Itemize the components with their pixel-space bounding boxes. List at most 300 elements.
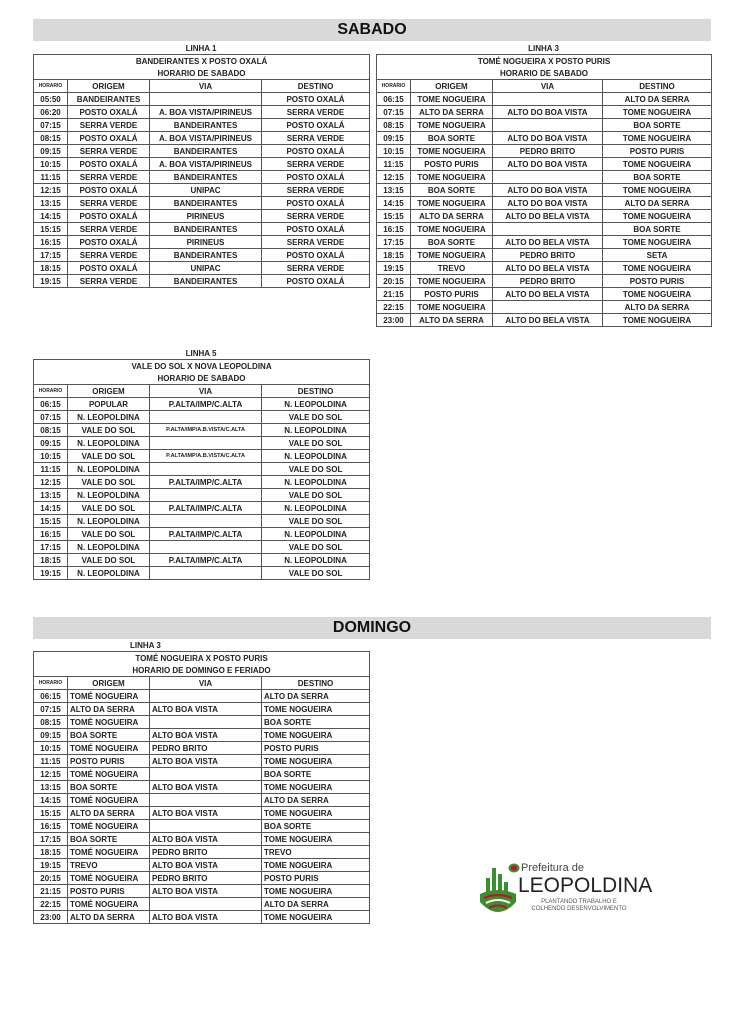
- via-cell: BANDEIRANTES: [150, 275, 262, 288]
- via-cell: A. BOA VISTA/PIRINEUS: [150, 106, 262, 119]
- origin-cell: TOMÉ NOGUEIRA: [68, 768, 150, 781]
- origin-cell: SERRA VERDE: [68, 145, 150, 158]
- via-cell: PEDRO BRITO: [493, 275, 603, 288]
- destination-cell: POSTO PURIS: [262, 872, 370, 885]
- origin-cell: BOA SORTE: [68, 833, 150, 846]
- destination-cell: TOME NOGUEIRA: [603, 106, 712, 119]
- origin-cell: POSTO PURIS: [411, 288, 493, 301]
- via-cell: UNIPAC: [150, 184, 262, 197]
- table-row: [34, 398, 370, 411]
- via-cell: [150, 93, 262, 106]
- origin-cell: TOMÉ NOGUEIRA: [68, 898, 150, 911]
- logo-slogan: [524, 899, 634, 913]
- via-cell: BANDEIRANTES: [150, 249, 262, 262]
- destination-cell: SERRA VERDE: [262, 132, 370, 145]
- origin-cell: TOMÉ NOGUEIRA: [68, 794, 150, 807]
- origin-cell: SERRA VERDE: [68, 171, 150, 184]
- destination-cell: SERRA VERDE: [262, 210, 370, 223]
- via-cell: PEDRO BRITO: [150, 846, 262, 859]
- destination-cell: SERRA VERDE: [262, 262, 370, 275]
- via-cell: [150, 463, 262, 476]
- time-cell: 10:15: [34, 158, 68, 171]
- via-cell: ALTO DO BOA VISTA: [493, 184, 603, 197]
- time-cell: 07:15: [377, 106, 411, 119]
- via-cell: ALTO DO BOA VISTA: [493, 197, 603, 210]
- destination-cell: N. LEOPOLDINA: [262, 554, 370, 567]
- via-cell: PEDRO BRITO: [493, 249, 603, 262]
- destination-cell: ALTO DA SERRA: [262, 898, 370, 911]
- table-row: [34, 794, 370, 807]
- time-cell: 12:15: [34, 476, 68, 489]
- schedule-table: [33, 54, 370, 288]
- time-cell: 15:15: [34, 807, 68, 820]
- destination-cell: VALE DO SOL: [262, 567, 370, 580]
- destination-cell: ALTO DA SERRA: [603, 93, 712, 106]
- table-row: [34, 502, 370, 515]
- time-cell: 19:15: [34, 567, 68, 580]
- linha-title: LINHA 1: [185, 44, 217, 53]
- via-cell: P.ALTA/IMP/C.ALTA: [150, 554, 262, 567]
- destination-cell: ALTO DA SERRA: [603, 301, 712, 314]
- origin-cell: ALTO DA SERRA: [411, 106, 493, 119]
- destination-cell: TOME NOGUEIRA: [603, 314, 712, 327]
- column-header-via: VIA: [150, 385, 262, 398]
- destination-cell: TOME NOGUEIRA: [262, 729, 370, 742]
- origin-cell: TOME NOGUEIRA: [411, 275, 493, 288]
- time-cell: 07:15: [34, 703, 68, 716]
- time-cell: 12:15: [377, 171, 411, 184]
- destination-cell: POSTO PURIS: [603, 275, 712, 288]
- time-cell: 12:15: [34, 184, 68, 197]
- table-row: [34, 690, 370, 703]
- table-row: [34, 742, 370, 755]
- column-header-destino: DESTINO: [262, 385, 370, 398]
- destination-cell: TOME NOGUEIRA: [603, 158, 712, 171]
- origin-cell: TOMÉ NOGUEIRA: [68, 872, 150, 885]
- table-row: [377, 236, 712, 249]
- via-cell: ALTO BOA VISTA: [150, 911, 262, 924]
- destination-cell: N. LEOPOLDINA: [262, 476, 370, 489]
- slogan-line-2: COLHENDO DESENVOLVIMENTO: [531, 906, 627, 912]
- column-header-via: VIA: [150, 80, 262, 93]
- table-row: [377, 158, 712, 171]
- destination-cell: POSTO OXALÁ: [262, 145, 370, 158]
- origin-cell: TOMÉ NOGUEIRA: [68, 742, 150, 755]
- time-cell: 18:15: [377, 249, 411, 262]
- origin-cell: ALTO DA SERRA: [68, 807, 150, 820]
- origin-cell: TOMÉ NOGUEIRA: [68, 690, 150, 703]
- origin-cell: POSTO OXALÁ: [68, 106, 150, 119]
- origin-cell: BOA SORTE: [411, 132, 493, 145]
- origin-cell: N. LEOPOLDINA: [68, 515, 150, 528]
- via-cell: [493, 119, 603, 132]
- via-cell: P.ALTA/IMP/A.B.VISTA/C.ALTA: [150, 424, 262, 437]
- table-row: [34, 885, 370, 898]
- via-cell: [493, 93, 603, 106]
- destination-cell: TOME NOGUEIRA: [603, 210, 712, 223]
- destination-cell: TOME NOGUEIRA: [603, 288, 712, 301]
- via-cell: A. BOA VISTA/PIRINEUS: [150, 132, 262, 145]
- destination-cell: TOME NOGUEIRA: [262, 755, 370, 768]
- origin-cell: TOME NOGUEIRA: [411, 197, 493, 210]
- origin-cell: TOME NOGUEIRA: [411, 301, 493, 314]
- destination-cell: N. LEOPOLDINA: [262, 424, 370, 437]
- origin-cell: N. LEOPOLDINA: [68, 437, 150, 450]
- origin-cell: SERRA VERDE: [68, 119, 150, 132]
- time-cell: 14:15: [34, 794, 68, 807]
- column-header-destino: DESTINO: [603, 80, 712, 93]
- table-row: [34, 197, 370, 210]
- column-header-via: VIA: [493, 80, 603, 93]
- time-cell: 17:15: [377, 236, 411, 249]
- destination-cell: N. LEOPOLDINA: [262, 502, 370, 515]
- destination-cell: POSTO OXALÁ: [262, 249, 370, 262]
- route-name: VALE DO SOL X NOVA LEOPOLDINA: [34, 360, 370, 373]
- table-row: [34, 716, 370, 729]
- destination-cell: BOA SORTE: [262, 768, 370, 781]
- column-header-origem: ORIGEM: [411, 80, 493, 93]
- table-row: [34, 807, 370, 820]
- via-cell: BANDEIRANTES: [150, 171, 262, 184]
- table-row: [34, 437, 370, 450]
- time-cell: 21:15: [34, 885, 68, 898]
- time-cell: 11:15: [377, 158, 411, 171]
- table-row: [34, 554, 370, 567]
- via-cell: [150, 515, 262, 528]
- table-row: [34, 411, 370, 424]
- sabado-header: SABADO: [33, 19, 711, 41]
- destination-cell: POSTO OXALÁ: [262, 223, 370, 236]
- logo-name: LEOPOLDINA: [518, 874, 653, 897]
- via-cell: BANDEIRANTES: [150, 145, 262, 158]
- origin-cell: POSTO OXALÁ: [68, 158, 150, 171]
- destination-cell: TOME NOGUEIRA: [262, 885, 370, 898]
- origin-cell: ALTO DA SERRA: [68, 911, 150, 924]
- schedule-linha3-domingo: [33, 640, 369, 924]
- destination-cell: POSTO OXALÁ: [262, 171, 370, 184]
- destination-cell: POSTO OXALÁ: [262, 275, 370, 288]
- time-cell: 09:15: [34, 145, 68, 158]
- via-cell: ALTO BOA VISTA: [150, 859, 262, 872]
- origin-cell: TOME NOGUEIRA: [411, 171, 493, 184]
- destination-cell: TOME NOGUEIRA: [262, 833, 370, 846]
- time-cell: 16:15: [34, 820, 68, 833]
- time-cell: 18:15: [34, 554, 68, 567]
- time-cell: 07:15: [34, 119, 68, 132]
- via-cell: PIRINEUS: [150, 236, 262, 249]
- origin-cell: POSTO OXALÁ: [68, 236, 150, 249]
- via-cell: ALTO DO BELA VISTA: [493, 210, 603, 223]
- destination-cell: TREVO: [262, 846, 370, 859]
- origin-cell: VALE DO SOL: [68, 528, 150, 541]
- table-row: [34, 703, 370, 716]
- table-row: [377, 145, 712, 158]
- time-cell: 17:15: [34, 541, 68, 554]
- origin-cell: BOA SORTE: [68, 729, 150, 742]
- origin-cell: TREVO: [411, 262, 493, 275]
- origin-cell: ALTO DA SERRA: [411, 210, 493, 223]
- destination-cell: VALE DO SOL: [262, 463, 370, 476]
- table-row: [34, 781, 370, 794]
- column-header-origem: ORIGEM: [68, 677, 150, 690]
- table-header-row: [34, 80, 370, 93]
- column-header-horario: HORARIO: [34, 677, 68, 690]
- via-cell: P.ALTA/IMP/C.ALTA: [150, 398, 262, 411]
- table-row: [377, 184, 712, 197]
- via-cell: PEDRO BRITO: [150, 872, 262, 885]
- table-row: [34, 833, 370, 846]
- time-cell: 19:15: [34, 275, 68, 288]
- table-row: [377, 223, 712, 236]
- time-cell: 13:15: [34, 489, 68, 502]
- coat-of-arms-icon: [508, 863, 520, 873]
- via-cell: [493, 301, 603, 314]
- table-row: [377, 288, 712, 301]
- destination-cell: BOA SORTE: [603, 171, 712, 184]
- via-cell: P.ALTA/IMP/C.ALTA: [150, 502, 262, 515]
- table-row: [34, 768, 370, 781]
- table-row: [34, 846, 370, 859]
- destination-cell: TOME NOGUEIRA: [603, 132, 712, 145]
- destination-cell: ALTO DA SERRA: [603, 197, 712, 210]
- schedule-linha3-sabado: [376, 43, 711, 327]
- time-cell: 10:15: [377, 145, 411, 158]
- origin-cell: ALTO DA SERRA: [68, 703, 150, 716]
- time-cell: 21:15: [377, 288, 411, 301]
- table-row: [34, 820, 370, 833]
- table-row: [377, 119, 712, 132]
- time-cell: 08:15: [34, 424, 68, 437]
- destination-cell: VALE DO SOL: [262, 489, 370, 502]
- table-row: [34, 132, 370, 145]
- origin-cell: TREVO: [68, 859, 150, 872]
- via-cell: [150, 489, 262, 502]
- destination-cell: TOME NOGUEIRA: [603, 184, 712, 197]
- origin-cell: TOMÉ NOGUEIRA: [68, 820, 150, 833]
- via-cell: [150, 541, 262, 554]
- table-row: [34, 450, 370, 463]
- time-cell: 23:00: [34, 911, 68, 924]
- destination-cell: POSTO PURIS: [603, 145, 712, 158]
- origin-cell: N. LEOPOLDINA: [68, 567, 150, 580]
- via-cell: BANDEIRANTES: [150, 223, 262, 236]
- table-row: [377, 106, 712, 119]
- table-row: [34, 210, 370, 223]
- table-row: [34, 898, 370, 911]
- slogan-line-1: PLANTANDO TRABALHO E: [541, 899, 617, 905]
- destination-cell: BOA SORTE: [262, 716, 370, 729]
- origin-cell: BOA SORTE: [411, 236, 493, 249]
- time-cell: 22:15: [377, 301, 411, 314]
- origin-cell: TOMÉ NOGUEIRA: [68, 716, 150, 729]
- time-cell: 15:15: [34, 223, 68, 236]
- time-cell: 14:15: [377, 197, 411, 210]
- via-cell: ALTO DO BELA VISTA: [493, 288, 603, 301]
- table-row: [34, 236, 370, 249]
- origin-cell: POSTO PURIS: [68, 885, 150, 898]
- time-cell: 20:15: [377, 275, 411, 288]
- table-row: [377, 249, 712, 262]
- destination-cell: POSTO OXALÁ: [262, 197, 370, 210]
- via-cell: ALTO BOA VISTA: [150, 781, 262, 794]
- via-cell: P.ALTA/IMP/C.ALTA: [150, 528, 262, 541]
- via-cell: [493, 171, 603, 184]
- destination-cell: BOA SORTE: [603, 223, 712, 236]
- origin-cell: SERRA VERDE: [68, 275, 150, 288]
- table-row: [34, 489, 370, 502]
- destination-cell: N. LEOPOLDINA: [262, 450, 370, 463]
- origin-cell: POSTO PURIS: [411, 158, 493, 171]
- origin-cell: N. LEOPOLDINA: [68, 541, 150, 554]
- table-row: [377, 210, 712, 223]
- linha-title: LINHA 3: [130, 641, 161, 650]
- table-row: [34, 158, 370, 171]
- schedule-table: [376, 54, 712, 327]
- via-cell: ALTO BOA VISTA: [150, 703, 262, 716]
- time-cell: 11:15: [34, 755, 68, 768]
- via-cell: P.ALTA/IMP/C.ALTA: [150, 476, 262, 489]
- destination-cell: VALE DO SOL: [262, 541, 370, 554]
- origin-cell: TOME NOGUEIRA: [411, 145, 493, 158]
- time-cell: 15:15: [377, 210, 411, 223]
- time-cell: 10:15: [34, 450, 68, 463]
- via-cell: [150, 898, 262, 911]
- table-header-row: [34, 385, 370, 398]
- via-cell: [493, 223, 603, 236]
- origin-cell: BOA SORTE: [68, 781, 150, 794]
- table-row: [34, 93, 370, 106]
- destination-cell: SETA: [603, 249, 712, 262]
- time-cell: 18:15: [34, 262, 68, 275]
- time-cell: 08:15: [34, 716, 68, 729]
- via-cell: ALTO DO BELA VISTA: [493, 314, 603, 327]
- origin-cell: POPULAR: [68, 398, 150, 411]
- time-cell: 06:15: [34, 690, 68, 703]
- origin-cell: TOME NOGUEIRA: [411, 223, 493, 236]
- domingo-header: DOMINGO: [33, 617, 711, 639]
- table-row: [34, 145, 370, 158]
- via-cell: [150, 716, 262, 729]
- table-row: [34, 171, 370, 184]
- origin-cell: N. LEOPOLDINA: [68, 489, 150, 502]
- column-header-destino: DESTINO: [262, 677, 370, 690]
- table-row: [377, 132, 712, 145]
- schedule-table: [33, 651, 370, 924]
- table-row: [377, 314, 712, 327]
- destination-cell: N. LEOPOLDINA: [262, 398, 370, 411]
- schedule-linha1-sabado: [33, 43, 369, 288]
- via-cell: [150, 768, 262, 781]
- schedule-type: HORARIO DE SABADO: [34, 372, 370, 385]
- time-cell: 06:20: [34, 106, 68, 119]
- origin-cell: SERRA VERDE: [68, 249, 150, 262]
- time-cell: 16:15: [377, 223, 411, 236]
- via-cell: ALTO DO BELA VISTA: [493, 262, 603, 275]
- via-cell: ALTO DO BOA VISTA: [493, 158, 603, 171]
- table-row: [34, 567, 370, 580]
- time-cell: 05:50: [34, 93, 68, 106]
- via-cell: PEDRO BRITO: [493, 145, 603, 158]
- origin-cell: ALTO DA SERRA: [411, 314, 493, 327]
- table-row: [34, 528, 370, 541]
- destination-cell: ALTO DA SERRA: [262, 690, 370, 703]
- table-row: [34, 275, 370, 288]
- column-header-via: VIA: [150, 677, 262, 690]
- time-cell: 22:15: [34, 898, 68, 911]
- origin-cell: TOME NOGUEIRA: [411, 93, 493, 106]
- schedule-linha5-sabado: [33, 348, 369, 580]
- column-header-destino: DESTINO: [262, 80, 370, 93]
- time-cell: 08:15: [34, 132, 68, 145]
- destination-cell: TOME NOGUEIRA: [262, 807, 370, 820]
- destination-cell: BOA SORTE: [603, 119, 712, 132]
- time-cell: 08:15: [377, 119, 411, 132]
- table-row: [34, 911, 370, 924]
- via-cell: ALTO DO BOA VISTA: [493, 132, 603, 145]
- table-row: [377, 275, 712, 288]
- route-name: TOMÉ NOGUEIRA X POSTO PURIS: [34, 652, 370, 665]
- column-header-horario: HORARIO: [34, 385, 68, 398]
- linha-title: LINHA 3: [528, 44, 559, 53]
- origin-cell: POSTO OXALÁ: [68, 210, 150, 223]
- route-name: BANDEIRANTES X POSTO OXALÁ: [34, 55, 370, 68]
- time-cell: 09:15: [377, 132, 411, 145]
- via-cell: [150, 411, 262, 424]
- table-header-row: [377, 80, 712, 93]
- destination-cell: VALE DO SOL: [262, 515, 370, 528]
- time-cell: 14:15: [34, 210, 68, 223]
- time-cell: 17:15: [34, 833, 68, 846]
- via-cell: BANDEIRANTES: [150, 119, 262, 132]
- origin-cell: POSTO PURIS: [68, 755, 150, 768]
- via-cell: [150, 690, 262, 703]
- destination-cell: TOME NOGUEIRA: [603, 262, 712, 275]
- table-row: [34, 424, 370, 437]
- time-cell: 17:15: [34, 249, 68, 262]
- time-cell: 11:15: [34, 463, 68, 476]
- time-cell: 15:15: [34, 515, 68, 528]
- origin-cell: POSTO OXALÁ: [68, 132, 150, 145]
- via-cell: ALTO BOA VISTA: [150, 755, 262, 768]
- origin-cell: POSTO OXALÁ: [68, 184, 150, 197]
- origin-cell: N. LEOPOLDINA: [68, 411, 150, 424]
- origin-cell: N. LEOPOLDINA: [68, 463, 150, 476]
- table-row: [34, 755, 370, 768]
- table-header-row: [34, 677, 370, 690]
- linha-title: LINHA 5: [185, 349, 217, 358]
- table-row: [34, 184, 370, 197]
- time-cell: 09:15: [34, 729, 68, 742]
- origin-cell: VALE DO SOL: [68, 450, 150, 463]
- via-cell: [150, 820, 262, 833]
- destination-cell: BOA SORTE: [262, 820, 370, 833]
- schedule-table: [33, 359, 370, 580]
- destination-cell: SERRA VERDE: [262, 236, 370, 249]
- time-cell: 14:15: [34, 502, 68, 515]
- table-row: [377, 301, 712, 314]
- column-header-origem: ORIGEM: [68, 80, 150, 93]
- destination-cell: VALE DO SOL: [262, 411, 370, 424]
- origin-cell: POSTO OXALÁ: [68, 262, 150, 275]
- time-cell: 11:15: [34, 171, 68, 184]
- column-header-horario: HORARIO: [377, 80, 411, 93]
- origin-cell: TOME NOGUEIRA: [411, 249, 493, 262]
- via-cell: ALTO BOA VISTA: [150, 807, 262, 820]
- time-cell: 16:15: [34, 528, 68, 541]
- destination-cell: TOME NOGUEIRA: [262, 859, 370, 872]
- via-cell: [150, 567, 262, 580]
- schedule-type: HORARIO DE DOMINGO E FERIADO: [34, 664, 370, 677]
